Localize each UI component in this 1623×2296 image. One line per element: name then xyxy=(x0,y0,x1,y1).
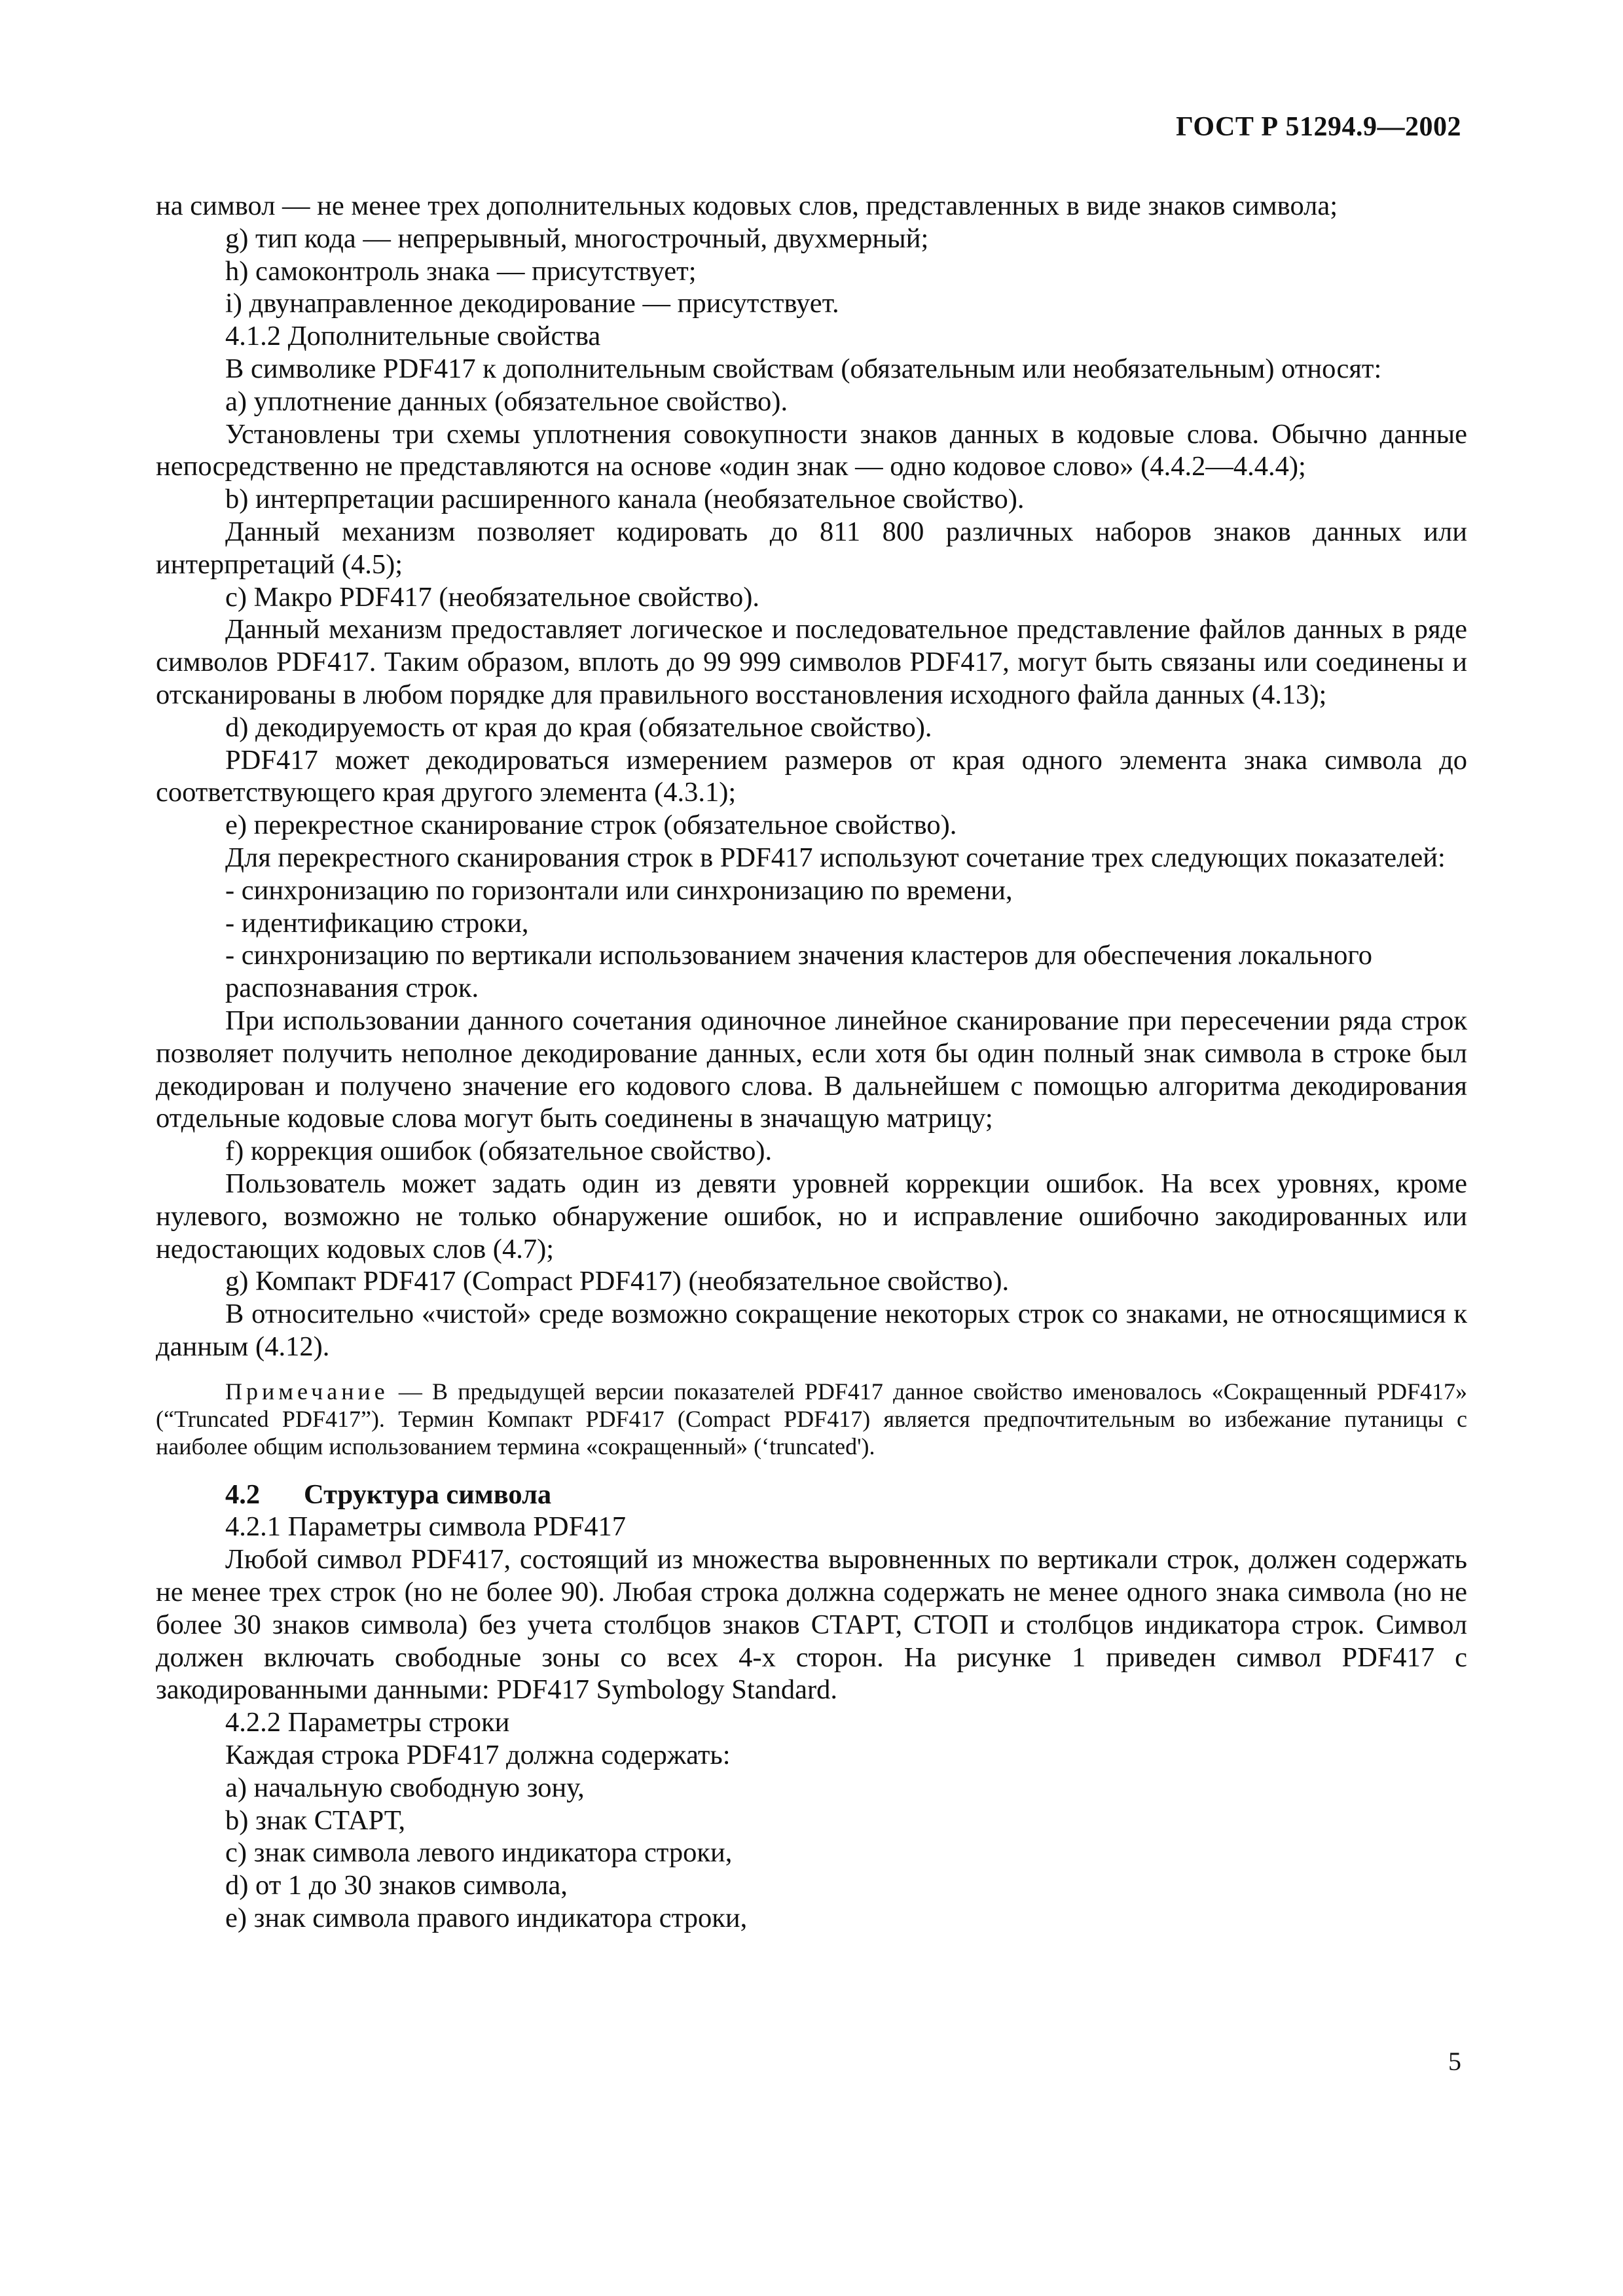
list-item: g) тип кода — непрерывный, многострочный, двухмерный; xyxy=(225,223,929,254)
page-number: 5 xyxy=(1448,2047,1461,2076)
note xyxy=(156,1378,1467,1460)
list-item: d) от 1 до 30 знаков символа, xyxy=(225,1870,568,1901)
list-item: e) перекрестное сканирование строк (обязательное свойство). xyxy=(225,810,957,841)
paragraph: на символ — не менее трех дополнительных кодовых слов, представленных в виде знаков символа; xyxy=(156,190,1338,221)
paragraph: Данный механизм позволяет кодировать до 811 800 различных наборов знаков данных или интерпретаций (4.5); xyxy=(156,516,1467,580)
list-item: i) двунаправленное декодирование — присутствует. xyxy=(225,288,839,319)
standard-code-header: ГОСТ Р 51294.9—2002 xyxy=(1176,112,1461,142)
paragraph: Данный механизм предоставляет логическое и последовательное представление файлов данных в ряде символов PDF417. Таким образом, вплоть до 99 999 символов PDF417, могут быть связаны или соединены и отсканированы в любом порядке для правильного восстановления исходного файла данных (4.13); xyxy=(156,614,1467,710)
section-title: Структура символа xyxy=(304,1479,552,1510)
list-item: b) знак СТАРТ, xyxy=(225,1804,406,1836)
paragraph: При использовании данного сочетания одиночное линейное сканирование при пересечении ряда строк позволяет получить неполное декодирование данных, если хотя бы один полный знак символа в строке был декодирован и получено значение его кодового слова. В дальнейшем с помощью алгоритма декодирования отдельные кодовые слова могут быть соединены в значащую матрицу; xyxy=(156,1005,1467,1134)
list-item: a) уплотнение данных (обязательное свойство). xyxy=(225,386,788,417)
subsection-title: 4.2.1 Параметры символа PDF417 xyxy=(225,1511,626,1543)
paragraph: Пользователь может задать один из девяти уровней коррекции ошибок. На всех уровнях, кроме нулевого, возможно не только обнаружение ошибок, но и исправление ошибочно закодированных или недостающих кодовых слов (4.7); xyxy=(156,1168,1467,1265)
paragraph: Для перекрестного сканирования строк в PDF417 используют сочетание трех следующих показателей: xyxy=(225,842,1446,873)
subsection-title: 4.1.2 Дополнительные свойства xyxy=(225,321,601,352)
list-item: f) коррекция ошибок (обязательное свойство). xyxy=(225,1136,773,1167)
note-text: — В предыдущей версии показателей PDF417 данное свойство именовалось «Сокращенный PDF417» (“Truncated PDF417”). Термин Компакт PDF417 (Compact PDF417) является предпочтительным во избежание путаницы с наиболее общим использованием термина «сокращенный» (‘truncated'). xyxy=(156,1378,1467,1460)
list-item: a) начальную свободную зону, xyxy=(225,1772,585,1803)
note-label: Примечание xyxy=(225,1378,389,1405)
dash-item: - синхронизацию по вертикали использованием значения кластеров для обеспечения локального распознавания строк. xyxy=(225,940,1372,1004)
dash-item: - синхронизацию по горизонтали или синхронизацию по времени, xyxy=(225,874,1013,906)
paragraph: Любой символ PDF417, состоящий из множества выровненных по вертикали строк, должен содержать не менее трех строк (но не более 90). Любая строка должна содержать не менее одного знака символа (но не более 30 знаков символа) без учета столбцов знаков СТАРТ, СТОП и столбцов индикатора строк. Символ должен включать свободные зоны со всех 4-х сторон. На рисунке 1 приведен символ PDF417 с закодированными данными: PDF417 Symbology Standard. xyxy=(156,1544,1467,1706)
paragraph: Каждая строка PDF417 должна содержать: xyxy=(225,1740,731,1771)
list-item: c) знак символа левого индикатора строки, xyxy=(225,1837,733,1869)
paragraph: PDF417 может декодироваться измерением размеров от края одного элемента знака символа до соответствующего края другого элемента (4.3.1); xyxy=(156,744,1467,808)
list-item: c) Макро PDF417 (необязательное свойство). xyxy=(225,581,759,613)
list-item: h) самоконтроль знака — присутствует; xyxy=(225,255,697,287)
section-number: 4.2 xyxy=(225,1479,261,1510)
list-item: b) интерпретации расширенного канала (необязательное свойство). xyxy=(225,484,1025,515)
list-item: d) декодируемость от края до края (обязательное свойство). xyxy=(225,711,932,743)
paragraph: В относительно «чистой» среде возможно сокращение некоторых строк со знаками, не относящимися к данным (4.12). xyxy=(156,1299,1467,1362)
body-text xyxy=(156,190,1467,1935)
list-item: g) Компакт PDF417 (Compact PDF417) (необязательное свойство). xyxy=(225,1266,1010,1297)
dash-item: - идентификацию строки, xyxy=(225,907,529,939)
section-heading xyxy=(156,1479,1467,1511)
subsection-title: 4.2.2 Параметры строки xyxy=(225,1707,510,1738)
paragraph: Установлены три схемы уплотнения совокупности знаков данных в кодовые слова. Обычно данные непосредственно не представляются на основе «один знак — одно кодовое слово» (4.4.2—4.4.4); xyxy=(156,418,1467,482)
list-item: e) знак символа правого индикатора строки, xyxy=(225,1903,748,1934)
paragraph: В символике PDF417 к дополнительным свойствам (обязательным или необязательным) относят: xyxy=(225,353,1382,384)
